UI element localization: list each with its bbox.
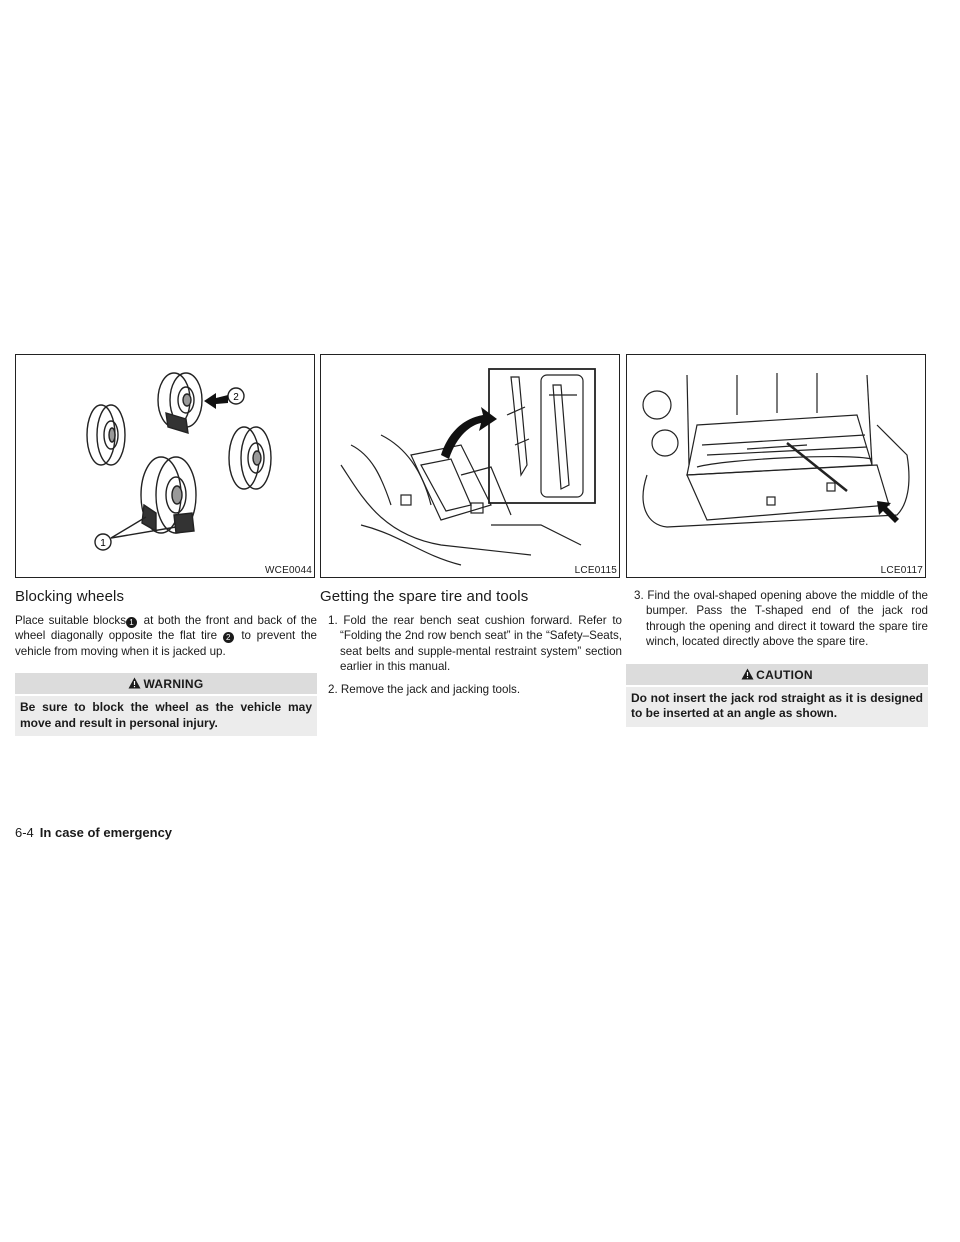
callout-1-icon: 1: [126, 617, 137, 628]
figure-wheel-blocks: [15, 354, 315, 578]
figure-jack-storage: [320, 354, 620, 578]
page-number: 6-4: [15, 825, 34, 840]
warning-triangle-icon: [741, 668, 754, 680]
step-item: 2. Remove the jack and jacking tools.: [328, 682, 521, 696]
column-blocking-wheels: [15, 354, 317, 736]
bumper-opening-illustration: [627, 355, 927, 579]
warning-triangle-icon: [128, 677, 141, 689]
callout-2-icon: 2: [223, 632, 234, 643]
figure-code: LCE0117: [880, 565, 923, 576]
column-jack-rod: [626, 354, 928, 727]
figure-code: WCE0044: [265, 565, 312, 576]
callout-label-1: 1: [100, 538, 106, 549]
jack-storage-illustration: [321, 355, 621, 579]
body-paragraph: Place suitable blocks 1 at both the front and back of the wheel diagonally opposite the flat tire 2 to prevent the vehicle from moving when it is jacked up.: [15, 614, 317, 658]
step-item: 1. Fold the rear bench seat cushion forward. Refer to “Folding the 2nd row bench seat” in the “Safety–Seats, seat belts and supple-mental restraint system” section earlier in this manual.: [328, 614, 622, 674]
steps-list: [626, 588, 928, 650]
steps-list: [320, 613, 622, 697]
page-footer: [15, 825, 172, 840]
figure-bumper-opening: [626, 354, 926, 578]
caution-text: Do not insert the jack rod straight as it is designed to be inserted at an angle as shown.: [626, 687, 928, 727]
column-spare-tire: [320, 354, 622, 704]
warning-heading: WARNING: [15, 673, 317, 694]
wheel-blocks-illustration: [16, 355, 316, 579]
callout-label-2: 2: [233, 392, 239, 403]
warning-text: Be sure to block the wheel as the vehicle may move and result in personal injury.: [15, 696, 317, 736]
caution-heading: CAUTION: [626, 664, 928, 685]
section-heading: Getting the spare tire and tools: [320, 588, 529, 605]
section-name: In case of emergency: [39, 825, 173, 840]
step-item: 3. Find the oval-shaped opening above the middle of the bumper. Pass the T-shaped end of the jack rod through the opening and direct it toward the spare tire winch, located directly above the spare tire.: [634, 589, 928, 649]
section-heading: Blocking wheels: [15, 588, 125, 605]
figure-code: LCE0115: [574, 565, 617, 576]
